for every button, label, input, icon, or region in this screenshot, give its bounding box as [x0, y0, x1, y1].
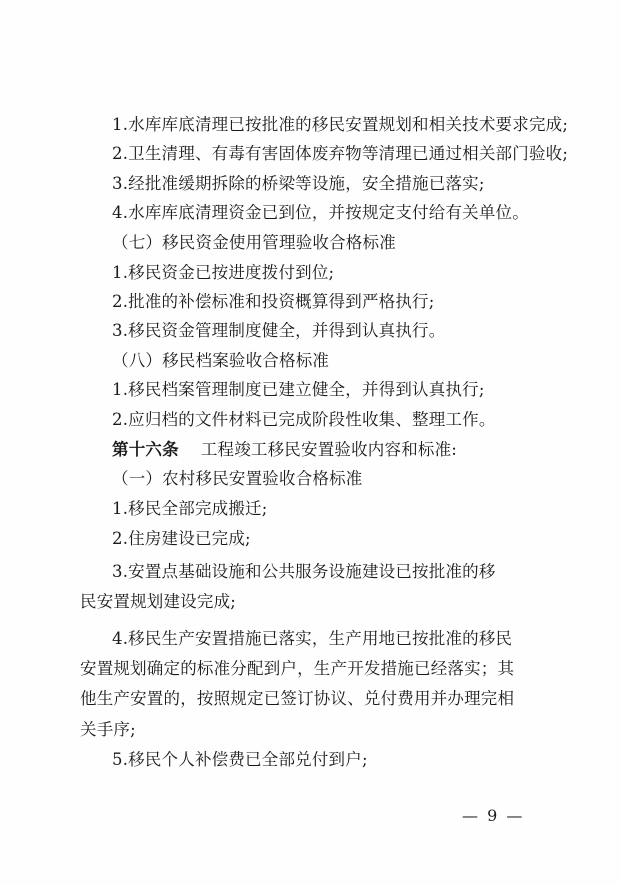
text-line: 2.住房建设已完成; — [112, 529, 251, 548]
section-heading: （一）农村移民安置验收合格标准 — [112, 469, 363, 488]
text-line: 安置规划确定的标准分配到户，生产开发措施已经落实；其 — [80, 659, 515, 678]
article-line — [112, 438, 457, 462]
text-line: 民安置规划建设完成; — [80, 592, 237, 611]
text-line: 1.移民全部完成搬迁; — [112, 499, 268, 518]
text-line: 3.经批准缓期拆除的桥梁等设施，安全措施已落实; — [112, 174, 485, 193]
section-heading: （八）移民档案验收合格标准 — [112, 351, 330, 370]
text-line: 4.移民生产安置措施已落实，生产用地已按批准的移民 — [112, 629, 513, 648]
text-line: 4.水库库底清理资金已到位，并按规定支付给有关单位。 — [112, 203, 529, 222]
text-line: 2.批准的补偿标准和投资概算得到严格执行; — [112, 292, 435, 311]
text-line: 1.水库库底清理已按批准的移民安置规划和相关技术要求完成; — [112, 115, 569, 134]
text-line: 他生产安置的，按照规定已签订协议、兑付费用并办理完相 — [80, 689, 515, 708]
text-line: 3.移民资金管理制度健全，并得到认真执行。 — [112, 321, 446, 340]
text-line: 2.卫生清理、有毒有害固体废弃物等清理已通过相关部门验收; — [112, 144, 569, 163]
article-text: 工程竣工移民安置验收内容和标准: — [200, 440, 458, 459]
article-number: 第十六条 — [112, 440, 179, 459]
page-number: — 9 — — [462, 806, 525, 825]
text-line: 2.应归档的文件材料已完成阶段性收集、整理工作。 — [112, 410, 496, 429]
text-line: 关手序; — [80, 720, 136, 739]
section-heading: （七）移民资金使用管理验收合格标准 — [112, 233, 396, 252]
text-line: 1.移民档案管理制度已建立健全，并得到认真执行; — [112, 380, 485, 399]
text-line: 5.移民个人补偿费已全部兑付到户; — [112, 750, 368, 769]
text-line: 1.移民资金已按进度拨付到位; — [112, 263, 335, 282]
text-line: 3.安置点基础设施和公共服务设施建设已按批准的移 — [112, 562, 496, 581]
